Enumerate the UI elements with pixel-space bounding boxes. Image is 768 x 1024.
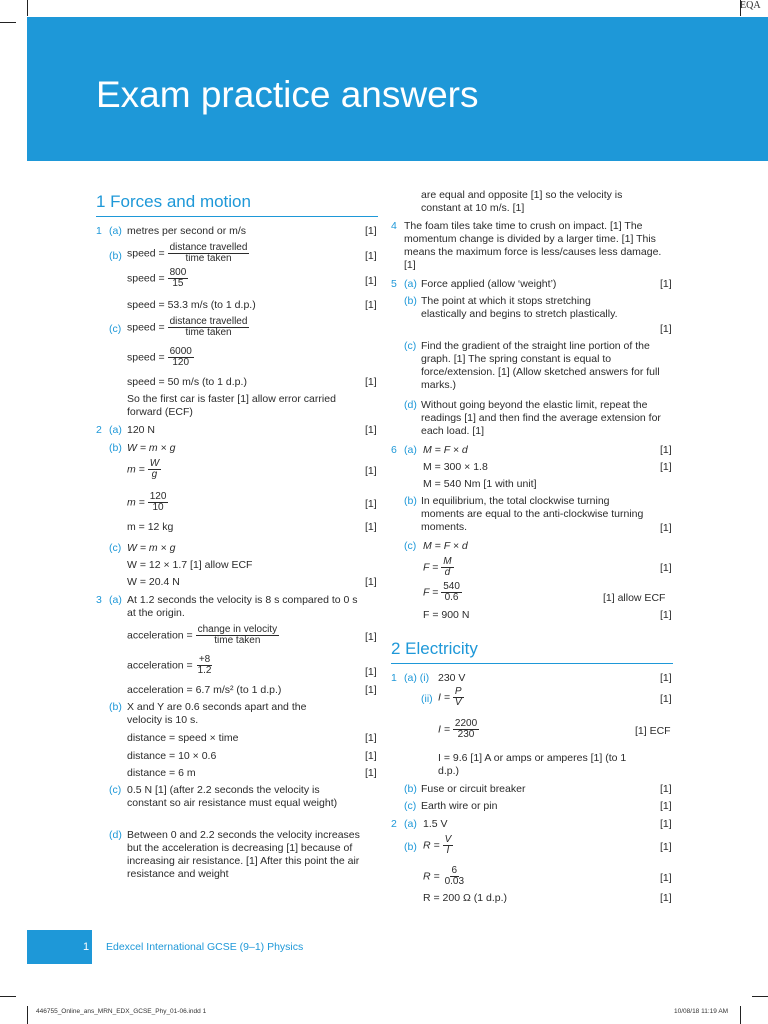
question-number: 3 bbox=[96, 594, 102, 606]
answer-text: speed = 53.3 m/s (to 1 d.p.) bbox=[127, 299, 256, 311]
formula-prefix: m = bbox=[127, 463, 145, 476]
mark: [1] bbox=[365, 767, 377, 779]
part-label: (a) bbox=[404, 444, 417, 456]
part-label: (a) (i) bbox=[404, 672, 430, 684]
mark: [1] bbox=[660, 841, 672, 853]
fraction-numerator: 800 bbox=[169, 267, 187, 278]
section-title-electricity: 2 Electricity bbox=[391, 639, 478, 658]
section-title-forces: 1 Forces and motion bbox=[96, 192, 251, 211]
crop-mark bbox=[27, 1006, 28, 1024]
mark: [1] bbox=[660, 278, 672, 290]
mark: [1] bbox=[365, 250, 377, 262]
equation: W = 12 × 1.7 [1] allow ECF bbox=[127, 559, 253, 571]
question-number: 2 bbox=[96, 424, 102, 436]
mark: [1] bbox=[660, 783, 672, 795]
question-number: 1 bbox=[96, 225, 102, 237]
fraction-numerator: distance travelled bbox=[169, 242, 248, 253]
answer-text: In equilibrium, the total clockwise turning moments are equal to the anti-clockwise turning moments. bbox=[421, 495, 644, 533]
answer-text: R = 200 Ω (1 d.p.) bbox=[423, 892, 508, 904]
question-number: 4 bbox=[391, 220, 397, 232]
answer-text: So the first car is faster [1] allow error carried forward (ECF) bbox=[127, 393, 336, 418]
formula-prefix: R = bbox=[423, 839, 440, 852]
mark: [1] bbox=[365, 299, 377, 311]
answer-text: m = 12 kg bbox=[127, 521, 174, 533]
fraction-numerator: distance travelled bbox=[169, 316, 248, 327]
answer-text: Without going beyond the elastic limit, repeat the readings [1] and then find the average extension for each load. [1] bbox=[421, 399, 661, 437]
part-label: (c) bbox=[109, 323, 122, 335]
formula-prefix: speed = bbox=[127, 272, 165, 285]
footer-title: Edexcel International GCSE (9–1) Physics bbox=[106, 941, 304, 953]
part-label: (c) bbox=[404, 540, 417, 552]
mark: [1] ECF bbox=[635, 725, 671, 737]
fraction-denominator: 120 bbox=[172, 357, 190, 368]
page-number: 1 bbox=[83, 941, 90, 953]
fraction-denominator: 15 bbox=[172, 278, 184, 289]
answer-text: M = 540 Nm [1 with unit] bbox=[423, 478, 537, 490]
part-label: (c) bbox=[109, 542, 122, 554]
fraction-numerator: 540 bbox=[443, 581, 460, 592]
crop-mark bbox=[27, 0, 28, 16]
answer-text: W = 20.4 N bbox=[127, 576, 180, 588]
question-number: 2 bbox=[391, 818, 397, 830]
section-rule bbox=[96, 216, 378, 217]
slug-filename: 446755_Online_ans_MRN_EDX_GCSE_Phy_01-06.indd 1 bbox=[36, 1008, 207, 1015]
part-label: (d) bbox=[109, 829, 122, 841]
part-label: (d) bbox=[404, 399, 417, 411]
part-label: (a) bbox=[109, 424, 122, 436]
formula-prefix: speed = bbox=[127, 321, 165, 334]
mark: [1] bbox=[660, 818, 672, 830]
answer-text: metres per second or m/s bbox=[127, 225, 247, 237]
crop-mark bbox=[752, 996, 768, 997]
fraction-denominator: time taken bbox=[185, 253, 232, 264]
mark: [1] bbox=[660, 461, 672, 473]
mark: [1] bbox=[660, 872, 672, 884]
part-label: (b) bbox=[404, 295, 417, 307]
answer-text: Between 0 and 2.2 seconds the velocity increases but the acceleration is decreasing [1] because of increasing air resistance. [1] After this point the air resistance and weight bbox=[127, 829, 360, 880]
answer-text: Find the gradient of the straight line portion of the graph. [1] The spring constant is equal to force/extension. [1] (Allow sketched answers for full marks.) bbox=[421, 340, 660, 391]
equation: W = m × g bbox=[127, 542, 176, 554]
formula-prefix: I = bbox=[438, 691, 450, 704]
mark: [1] bbox=[365, 732, 377, 744]
formula-prefix: speed = bbox=[127, 351, 165, 364]
answer-text: 0.5 N [1] (after 2.2 seconds the velocity is constant so air resistance must equal weight) bbox=[127, 784, 338, 809]
mark: [1] bbox=[365, 275, 377, 287]
question-number: 1 bbox=[391, 672, 397, 684]
fraction-denominator: 10 bbox=[152, 502, 164, 513]
formula-prefix: I = bbox=[438, 723, 450, 736]
mark: [1] bbox=[365, 576, 377, 588]
fraction-numerator: W bbox=[149, 458, 160, 469]
mark: [1] bbox=[660, 522, 672, 534]
formula-prefix: acceleration = bbox=[127, 629, 193, 642]
formula-prefix: speed = bbox=[127, 247, 165, 260]
fraction-numerator: 120 bbox=[149, 491, 167, 502]
part-label: (b) bbox=[109, 250, 122, 262]
mark: [1] bbox=[660, 444, 672, 456]
fraction-denominator: 230 bbox=[457, 729, 475, 740]
mark: [1] bbox=[365, 750, 377, 762]
mark: [1] bbox=[365, 424, 377, 436]
answer-text: Fuse or circuit breaker bbox=[421, 783, 526, 795]
fraction-numerator: 6 bbox=[451, 865, 458, 876]
part-label: (b) bbox=[404, 783, 417, 795]
part-label: (b) bbox=[404, 495, 417, 507]
fraction-denominator: time taken bbox=[214, 635, 261, 646]
part-label: (c) bbox=[404, 800, 417, 812]
mark: [1] allow ECF bbox=[603, 592, 666, 604]
formula-prefix: F = bbox=[423, 561, 439, 574]
part-label: (c) bbox=[404, 340, 417, 352]
mark: [1] bbox=[660, 800, 672, 812]
section-rule bbox=[391, 663, 673, 664]
question-number: 5 bbox=[391, 278, 397, 290]
formula-prefix: acceleration = bbox=[127, 659, 193, 672]
answer-text: X and Y are 0.6 seconds apart and the velocity is 10 s. bbox=[127, 701, 307, 726]
mark: [1] bbox=[365, 666, 377, 678]
formula-prefix: R = bbox=[423, 870, 440, 883]
mark: [1] bbox=[365, 465, 377, 477]
mark: [1] bbox=[365, 631, 377, 643]
answer-text: speed = 50 m/s (to 1 d.p.) bbox=[127, 376, 247, 388]
equation: M = 300 × 1.8 bbox=[423, 461, 488, 473]
mark: [1] bbox=[660, 609, 672, 621]
part-label: (b) bbox=[109, 701, 122, 713]
mark: [1] bbox=[365, 225, 377, 237]
part-label: (a) bbox=[404, 278, 417, 290]
fraction-numerator: change in velocity bbox=[197, 624, 278, 635]
slug-date: 10/08/18 11:19 AM bbox=[674, 1008, 729, 1015]
answer-text: F = 900 N bbox=[423, 609, 470, 621]
fraction-numerator: P bbox=[454, 686, 462, 697]
fraction-numerator: M bbox=[443, 556, 452, 567]
fraction-denominator: g bbox=[151, 469, 158, 480]
fraction-denominator: 0.6 bbox=[444, 592, 459, 603]
part-label: (a) bbox=[109, 225, 122, 237]
mark: [1] bbox=[660, 892, 672, 904]
answer-text: 230 V bbox=[438, 672, 466, 684]
part-label: (ii) bbox=[421, 693, 433, 705]
mark: [1] bbox=[660, 693, 672, 705]
fraction-numerator: 2200 bbox=[454, 718, 478, 729]
formula-prefix: F = bbox=[423, 586, 439, 599]
fraction-numerator: 6000 bbox=[169, 346, 192, 357]
formula-prefix: m = bbox=[127, 496, 145, 509]
answer-text: 1.5 V bbox=[423, 818, 448, 830]
question-number: 6 bbox=[391, 444, 397, 456]
answer-text: The point at which it stops stretching elastically and begins to stretch plastically. bbox=[421, 295, 618, 320]
crop-mark bbox=[0, 22, 16, 23]
equation: M = F × d bbox=[423, 444, 468, 456]
mark: [1] bbox=[660, 672, 672, 684]
crop-mark bbox=[740, 1006, 741, 1024]
fraction-denominator: V bbox=[454, 697, 462, 708]
crop-mark bbox=[0, 996, 16, 997]
part-label: (b) bbox=[404, 841, 417, 853]
mark: [1] bbox=[365, 498, 377, 510]
answer-text: distance = 6 m bbox=[127, 767, 196, 779]
fraction-numerator: +8 bbox=[198, 654, 211, 665]
part-label: (a) bbox=[404, 818, 417, 830]
mark: [1] bbox=[365, 684, 377, 696]
page-title: Exam practice answers bbox=[96, 74, 479, 115]
fraction-denominator: 1.2 bbox=[197, 665, 212, 676]
mark: [1] bbox=[660, 323, 672, 335]
fraction-denominator: time taken bbox=[185, 327, 232, 338]
answer-text: Force applied (allow ‘weight’) bbox=[421, 278, 557, 290]
fraction-denominator: d bbox=[444, 567, 451, 578]
part-label: (b) bbox=[109, 442, 122, 454]
part-label: (a) bbox=[109, 594, 122, 606]
answer-text: At 1.2 seconds the velocity is 8 s compared to 0 s at the origin. bbox=[127, 594, 358, 619]
answer-text: acceleration = 6.7 m/s² (to 1 d.p.) bbox=[127, 684, 282, 696]
corner-label: EQA bbox=[740, 0, 761, 11]
mark: [1] bbox=[365, 521, 377, 533]
mark: [1] bbox=[660, 562, 672, 574]
fraction-denominator: 0.03 bbox=[444, 876, 465, 887]
mark: [1] bbox=[365, 376, 377, 388]
answer-text: 120 N bbox=[127, 424, 156, 436]
answer-text: The foam tiles take time to crush on impact. [1] The momentum change is divided by a larger time. [1] This means the maximum force is less/causes less damage. [1] bbox=[404, 220, 662, 271]
fraction-denominator: I bbox=[446, 845, 450, 856]
fraction-numerator: V bbox=[444, 834, 452, 845]
answer-text-continued: are equal and opposite [1] so the velocity is constant at 10 m/s. [1] bbox=[421, 189, 623, 214]
equation: W = m × g bbox=[127, 442, 176, 454]
answer-text: Earth wire or pin bbox=[421, 800, 498, 812]
equation: distance = 10 × 0.6 bbox=[127, 750, 217, 762]
answer-text: I = 9.6 [1] A or amps or amperes [1] (to 1 d.p.) bbox=[438, 752, 627, 777]
equation: M = F × d bbox=[423, 540, 468, 552]
equation: distance = speed × time bbox=[127, 732, 239, 744]
part-label: (c) bbox=[109, 784, 122, 796]
